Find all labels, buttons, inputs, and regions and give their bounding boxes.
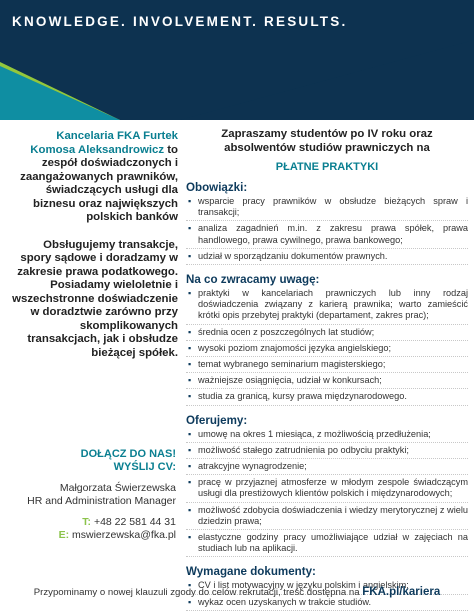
list-item: ▪ CV i list motywacyjny w języku polskim i angielskim; bbox=[186, 580, 468, 594]
career-link[interactable]: FKA.pl/kariera bbox=[362, 586, 441, 598]
email-label: E: bbox=[58, 529, 70, 541]
list-item: ▪ umowę na okres 1 miesiąca, z możliwością przedłużenia; bbox=[186, 429, 468, 443]
header-banner bbox=[0, 0, 474, 120]
list-item: ▪ elastyczne godziny pracy umożliwiające udział w zajęciach na studiach lub na aplikacji. bbox=[186, 532, 468, 557]
list-item: ▪ możliwość stałego zatrudnienia po odbyciu praktyki; bbox=[186, 445, 468, 459]
section-title: Obowiązki: bbox=[186, 181, 248, 194]
footer-note bbox=[0, 586, 474, 598]
section-offer bbox=[186, 414, 468, 558]
program-title: PŁATNE PRAKTYKI bbox=[275, 161, 379, 173]
list-item: ▪ możliwość zdobycia doświadczenia i wiedzy merytorycznej z wielu dziedzin prawa; bbox=[186, 505, 468, 530]
offer-column bbox=[186, 128, 468, 613]
list-item: ▪ udział w sporządzaniu dokumentów prawnych. bbox=[186, 251, 468, 265]
list-item: ▪ temat wybranego seminarium magisterskiego; bbox=[186, 359, 468, 373]
phone-number[interactable]: +48 22 581 44 31 bbox=[93, 516, 176, 528]
firm-name: Kancelaria FKA Furtek Komosa Aleksandrowicz bbox=[30, 130, 178, 156]
list-item: ▪ analiza zagadnień m.in. z zakresu prawa spółek, prawa handlowego, prawa cywilnego, prawa bankowego; bbox=[186, 223, 468, 248]
contact-role: HR and Administration Manager bbox=[27, 495, 176, 507]
firm-desc: to zespół doświadczonych i zaangażowanych prawników, świadczących usługi dla biznesu oraz największych polskich banków bbox=[20, 143, 178, 223]
section-duties bbox=[186, 181, 468, 265]
contact-heading-join: DOŁĄCZ DO NAS! bbox=[80, 448, 176, 460]
firm-intro bbox=[10, 130, 178, 225]
list-item: ▪ ważniejsze osiągnięcia, udział w konkursach; bbox=[186, 375, 468, 389]
list-item: ▪ wsparcie pracy prawników w obsłudze bieżących spraw i transakcji; bbox=[186, 196, 468, 221]
section-criteria bbox=[186, 273, 468, 406]
list-item: ▪ studia za granicą, kursy prawa międzynarodowego. bbox=[186, 391, 468, 405]
firm-services: Obsługujemy transakcje, spory sądowe i doradzamy w zakresie prawa podatkowego. Posiadamy wieloletnie i wszechstronne doświadczenie w doradztwie zarówno przy skomplikowanych transakcjach, jak i obsłudze bieżącej spółek. bbox=[12, 238, 178, 359]
contact-name: Małgorzata Świerzewska bbox=[59, 482, 176, 494]
offer-intro: Zapraszamy studentów po IV roku oraz absolwentów studiów prawniczych na bbox=[221, 128, 433, 154]
contact-phone-row bbox=[10, 516, 176, 529]
phone-label: T: bbox=[82, 516, 92, 528]
list-item: ▪ wysoki poziom znajomości języka angielskiego; bbox=[186, 343, 468, 357]
contact-block bbox=[10, 448, 176, 542]
tagline: KNOWLEDGE. INVOLVEMENT. RESULTS. bbox=[12, 14, 348, 29]
list-item: ▪ atrakcyjne wynagrodzenie; bbox=[186, 461, 468, 475]
section-title: Oferujemy: bbox=[186, 413, 248, 427]
contact-email-row bbox=[10, 529, 176, 542]
section-title: Wymagane dokumenty: bbox=[186, 565, 316, 579]
list-item: ▪ średnia ocen z poszczególnych lat studiów; bbox=[186, 327, 468, 341]
contact-heading-send-cv: WYŚLIJ CV: bbox=[113, 461, 176, 473]
footer-text: Przypominamy o nowej klauzuli zgody do celów rekrutacji, treść dostępna na bbox=[33, 587, 360, 598]
list-item: ▪ praktyki w kancelariach prawniczych lub inny rodzaj doświadczenia związany z karierą prawnika; warto zamieścić krótki opis przebytej praktyki (departament, zakres prac); bbox=[186, 288, 468, 325]
email-link[interactable]: mswierzewska@fka.pl bbox=[71, 529, 176, 541]
section-title: Na co zwracamy uwagę: bbox=[186, 273, 320, 287]
list-item: ▪ pracę w przyjaznej atmosferze w młodym zespole świadczącym usługi dla prestiżowych klientów polskich i międzynarodowych; bbox=[186, 477, 468, 502]
firm-description bbox=[10, 130, 178, 360]
list-item: ▪ wykaz ocen uzyskanych w trakcie studiów. bbox=[186, 597, 468, 611]
